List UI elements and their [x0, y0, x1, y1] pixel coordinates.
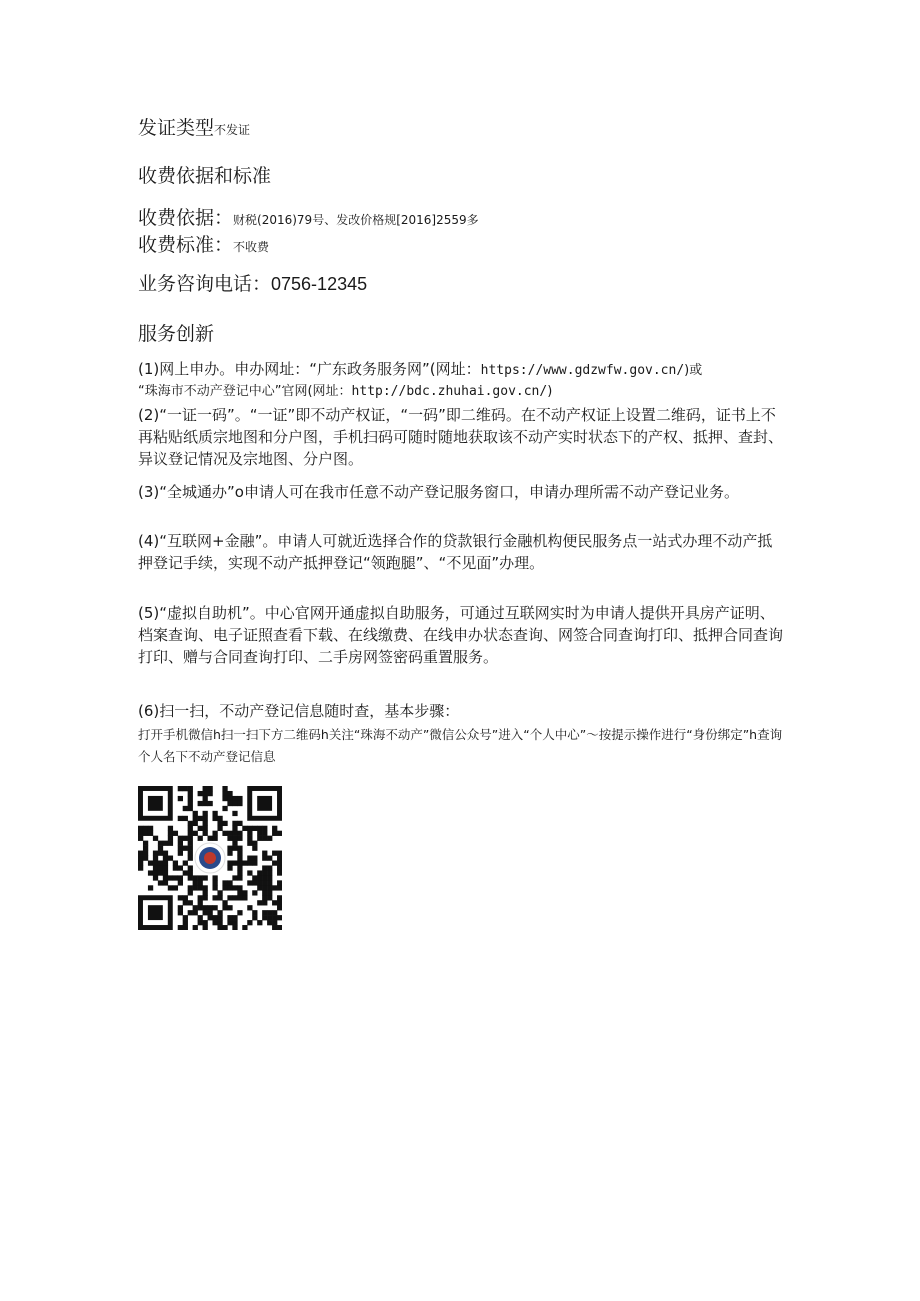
- innovation-steps: 打开手机微信h扫一扫下方二维码h关注“珠海不动产”微信公众号”进入“个人中心”～按提示操作进行“身份绑定”h查询个人名下不动产登记信息: [138, 727, 783, 764]
- fee-standard-line: [138, 233, 269, 257]
- innovation-heading: 服务创新: [138, 323, 215, 345]
- cert-type-line: [138, 116, 250, 140]
- innovation-item-1-line-1: [138, 358, 702, 382]
- fee-standard-value: 不收费: [233, 240, 270, 254]
- innovation-item-1-line-2: [138, 381, 552, 403]
- item-1-url-1[interactable]: https://www.gdzwfw.gov.cn/: [480, 363, 685, 378]
- innovation-item-2: (2)“一证一码”。“一证”即不动产权证，“一码”即二维码。在不动产权证上设置二维码，证书上不再粘贴纸质宗地图和分户图，手机扫码可随时随地获取该不动产实时状态下的产权、抵押、查封、异议登记情况及宗地图、分户图。: [138, 406, 784, 468]
- innovation-item-5: (5)“虚拟自助机”。中心官网开通虚拟自助服务，可通过互联网实时为申请人提供开具房产证明、档案查询、电子证照查看下载、在线缴费、在线申办状态查询、网签合同查询打印、抵押合同查询打印、赠与合同查询打印、二手房网签密码重置服务。: [138, 604, 784, 666]
- consult-line: [138, 272, 367, 296]
- fee-basis-value: 财税(2016)79号、发改价格规[2016]2559多: [233, 213, 479, 227]
- fee-basis-label: 收费依据：: [138, 207, 234, 229]
- item-1-url-2[interactable]: http://bdc.zhuhai.gov.cn/: [351, 384, 548, 399]
- fee-heading: 收费依据和标准: [138, 165, 272, 187]
- cert-type-value: 不发证: [214, 123, 251, 137]
- item-1-text-b: )或: [684, 363, 703, 378]
- qr-code-icon[interactable]: [138, 786, 282, 930]
- item-1-text-a: (1)网上申办。申办网址：“广东政务服务网”(网址：: [138, 360, 481, 378]
- fee-standard-label: 收费标准：: [138, 234, 234, 256]
- innovation-item-3: (3)“全城通办”o申请人可在我市任意不动产登记服务窗口，申请办理所需不动产登记业务。: [138, 483, 739, 501]
- consult-label: 业务咨询电话：: [138, 273, 272, 295]
- consult-phone: 0756-12345: [271, 274, 368, 294]
- fee-basis-line: [138, 206, 479, 230]
- innovation-item-6: (6)扫一扫，不动产登记信息随时查，基本步骤：: [138, 702, 460, 720]
- item-1-text-d: ): [547, 384, 553, 399]
- cert-type-label: 发证类型: [138, 117, 215, 139]
- item-1-text-c: “珠海市不动产登记中心”官网(网址：: [138, 384, 352, 399]
- innovation-item-4: (4)“互联网+金融”。申请人可就近选择合作的贷款银行金融机构便民服务点一站式办理不动产抵押登记手续，实现不动产抵押登记“领跑腿”、“不见面”办理。: [138, 532, 773, 572]
